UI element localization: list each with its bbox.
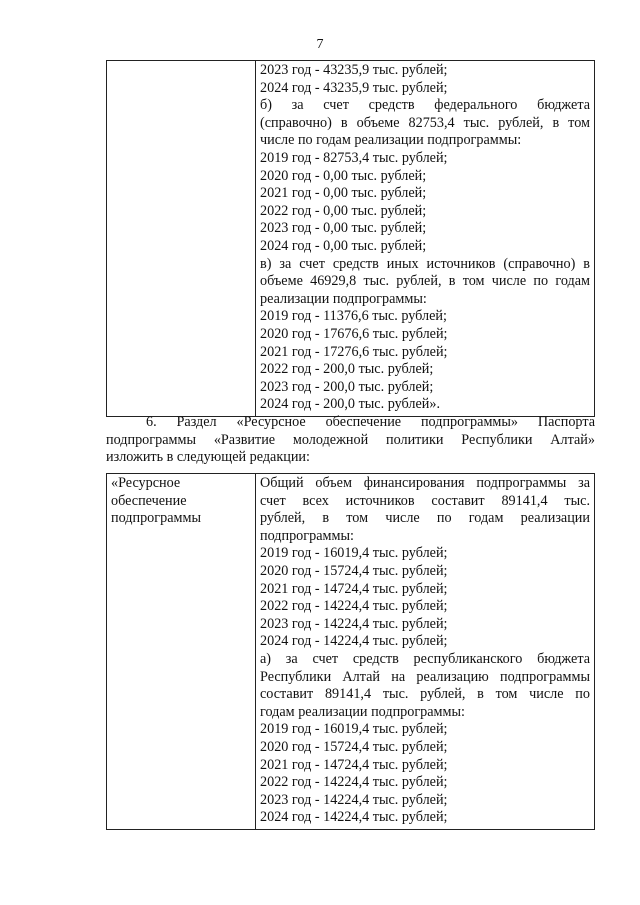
text-line: 2024 год - 200,0 тыс. рублей». xyxy=(260,396,440,413)
text-line: 2024 год - 0,00 тыс. рублей; xyxy=(260,237,427,254)
resource-table-continued xyxy=(106,60,595,417)
text-line: «Ресурсное xyxy=(111,475,181,491)
text-line: 2024 год - 14224,4 тыс. рублей; xyxy=(260,809,448,826)
table-cell-label xyxy=(107,61,256,417)
table-row xyxy=(107,61,595,417)
text-line: подпрограммы «Развитие молодежной политики Республики Алтай» xyxy=(106,431,595,448)
text-line: 2023 год - 14224,4 тыс. рублей; xyxy=(260,791,448,808)
text-line: 2019 год - 16019,4 тыс. рублей; xyxy=(260,721,448,738)
text-line: 6. Раздел «Ресурсное обеспечение подпрограммы» Паспорта xyxy=(146,414,595,430)
text-line: 2023 год - 43235,9 тыс. рублей; xyxy=(260,62,448,78)
text-line: 2024 год - 43235,9 тыс. рублей; xyxy=(260,79,448,96)
text-line: 2022 год - 14224,4 тыс. рублей; xyxy=(260,774,448,791)
text-line: (справочно) в объеме 82753,4 тыс. рублей, в том xyxy=(260,114,590,131)
text-line: Республики Алтай на реализацию подпрограммы xyxy=(260,668,590,685)
text-line: числе по годам реализации подпрограммы: xyxy=(260,132,522,149)
text-line: счет всех источников составит 89141,4 тыс. xyxy=(260,492,590,509)
table-cell-content xyxy=(256,474,595,830)
text-line: 2020 год - 0,00 тыс. рублей; xyxy=(260,167,427,184)
text-line: 2021 год - 17276,6 тыс. рублей; xyxy=(260,343,448,360)
table-cell-label xyxy=(107,474,256,830)
text-line: 2022 год - 200,0 тыс. рублей; xyxy=(260,361,434,378)
text-line: 2022 год - 14224,4 тыс. рублей; xyxy=(260,598,448,615)
text-line: 2021 год - 14724,4 тыс. рублей; xyxy=(260,580,448,597)
text-line: подпрограммы xyxy=(111,510,201,527)
text-line: составит 89141,4 тыс. рублей, в том числе по xyxy=(260,686,590,703)
text-line: реализации подпрограммы: xyxy=(260,290,427,307)
text-line: 2019 год - 82753,4 тыс. рублей; xyxy=(260,149,448,166)
text-line: объеме 46929,8 тыс. рублей, в том числе по годам xyxy=(260,273,590,290)
text-line: 2023 год - 14224,4 тыс. рублей; xyxy=(260,615,448,632)
text-line: б) за счет средств федерального бюджета xyxy=(260,97,590,114)
text-line: рублей, в том числе по годам реализации xyxy=(260,510,590,527)
text-line: 2023 год - 0,00 тыс. рублей; xyxy=(260,220,427,237)
text-line: 2019 год - 16019,4 тыс. рублей; xyxy=(260,545,448,562)
text-line: Общий объем финансирования подпрограммы за xyxy=(260,475,590,491)
text-line: подпрограммы: xyxy=(260,527,354,544)
text-line: 2021 год - 0,00 тыс. рублей; xyxy=(260,185,427,202)
page-number: 7 xyxy=(316,37,324,52)
section-6-paragraph xyxy=(106,414,595,467)
text-line: 2020 год - 15724,4 тыс. рублей; xyxy=(260,738,448,755)
table-cell-content xyxy=(256,61,595,417)
text-line: обеспечение xyxy=(111,492,187,509)
table-row xyxy=(107,474,595,830)
text-line: годам реализации подпрограммы: xyxy=(260,703,465,720)
text-line: 2021 год - 14724,4 тыс. рублей; xyxy=(260,756,448,773)
text-line: 2019 год - 11376,6 тыс. рублей; xyxy=(260,308,447,325)
text-line: в) за счет средств иных источников (справочно) в xyxy=(260,255,590,272)
text-line: 2023 год - 200,0 тыс. рублей; xyxy=(260,378,434,395)
text-line: а) за счет средств республиканского бюджета xyxy=(260,650,590,667)
text-line: изложить в следующей редакции: xyxy=(106,449,310,466)
text-line: 2020 год - 15724,4 тыс. рублей; xyxy=(260,562,448,579)
text-line: 2020 год - 17676,6 тыс. рублей; xyxy=(260,325,448,342)
text-line: 2024 год - 14224,4 тыс. рублей; xyxy=(260,633,448,650)
text-line: 2022 год - 0,00 тыс. рублей; xyxy=(260,202,427,219)
resource-table-new xyxy=(106,473,595,830)
